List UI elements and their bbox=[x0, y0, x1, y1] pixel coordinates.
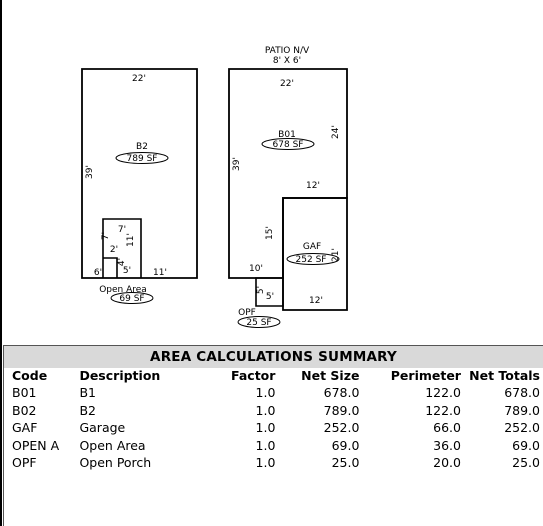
b2-dim-top: 22' bbox=[132, 74, 146, 84]
table-row bbox=[10, 419, 542, 437]
cell-code: GAF bbox=[12, 420, 38, 435]
cell-perimeter: 66.0 bbox=[433, 420, 461, 435]
open-dim-4: 4' bbox=[117, 257, 127, 267]
area-summary-table bbox=[10, 367, 542, 472]
b2-dim-left: 39' bbox=[85, 165, 95, 179]
cell-net-total: 789.0 bbox=[504, 402, 540, 418]
header-description: Description bbox=[79, 368, 161, 383]
cell-code: B01 bbox=[12, 385, 37, 400]
header-net-size: Net Size bbox=[301, 368, 360, 383]
cell-perimeter: 36.0 bbox=[433, 437, 461, 453]
cell-net-total: 252.0 bbox=[504, 420, 540, 435]
area-summary-panel bbox=[3, 345, 543, 526]
b01-dim-left: 39' bbox=[232, 157, 242, 171]
cell-code: OPF bbox=[12, 455, 37, 470]
gaf-dim-right: 21' bbox=[331, 248, 341, 262]
table-row bbox=[10, 402, 542, 420]
b01-dim-bottom: 10' bbox=[249, 264, 263, 274]
summary-title: AREA CALCULATIONS SUMMARY bbox=[4, 346, 543, 368]
b01-dim-step: 12' bbox=[306, 181, 320, 191]
table-header-row bbox=[10, 367, 542, 384]
cell-code: OPEN A bbox=[12, 437, 60, 453]
cell-perimeter: 122.0 bbox=[425, 385, 461, 400]
b01-area: 678 SF bbox=[272, 140, 304, 150]
header-code: Code bbox=[12, 368, 48, 383]
b01-dim-top: 22' bbox=[280, 79, 294, 89]
cell-net-total: 69.0 bbox=[512, 437, 540, 453]
b2-area: 789 SF bbox=[126, 154, 158, 164]
table-row bbox=[10, 384, 542, 402]
cell-net-size: 789.0 bbox=[323, 402, 360, 418]
b2-outline bbox=[82, 69, 197, 278]
opf-dim-left: 5' bbox=[256, 285, 266, 295]
cell-factor: 1.0 bbox=[255, 420, 276, 435]
b01-dim-right: 24' bbox=[331, 125, 341, 139]
header-factor: Factor bbox=[231, 368, 276, 383]
open-dim-2: 2' bbox=[109, 245, 119, 255]
open-dim-11: 11' bbox=[153, 268, 167, 278]
cell-code: B02 bbox=[12, 402, 37, 418]
b01-dim-inner: 15' bbox=[265, 226, 275, 240]
cell-factor: 1.0 bbox=[255, 385, 276, 400]
open-area-label: Open Area bbox=[99, 285, 147, 295]
cell-net-size: 69.0 bbox=[331, 437, 360, 453]
patio-label: PATIO N/V bbox=[264, 46, 310, 56]
cell-factor: 1.0 bbox=[255, 455, 276, 470]
b01-outline bbox=[229, 69, 347, 278]
cell-net-size: 252.0 bbox=[323, 420, 360, 435]
gaf-area: 252 SF bbox=[295, 255, 327, 265]
open-dim-right: 11' bbox=[126, 233, 136, 247]
cell-factor: 1.0 bbox=[255, 402, 276, 418]
open-dim-top: 7' bbox=[117, 225, 127, 235]
cell-net-size: 25.0 bbox=[331, 455, 360, 470]
open-dim-5: 5' bbox=[122, 266, 132, 276]
cell-description: Garage bbox=[79, 420, 126, 435]
cell-perimeter: 122.0 bbox=[425, 402, 461, 418]
cell-description: B1 bbox=[79, 385, 96, 400]
gaf-dim-bottom: 12' bbox=[309, 296, 323, 306]
header-net-totals: Net Totals bbox=[469, 368, 540, 383]
b01-code: B01 bbox=[278, 130, 296, 140]
cell-description: B2 bbox=[79, 402, 96, 418]
opf-area: 25 SF bbox=[246, 318, 272, 328]
table-row bbox=[10, 437, 542, 455]
opf-dim-bottom: 5' bbox=[265, 292, 275, 302]
b2-code: B2 bbox=[136, 142, 148, 152]
cell-net-total: 25.0 bbox=[512, 455, 540, 470]
gaf-code: GAF bbox=[302, 242, 322, 252]
cell-perimeter: 20.0 bbox=[433, 455, 461, 470]
open-dim-left: 7' bbox=[101, 231, 111, 241]
open-dim-6: 6' bbox=[93, 268, 103, 278]
cell-factor: 1.0 bbox=[255, 437, 276, 453]
open-area-size: 69 SF bbox=[119, 294, 145, 304]
cell-description: Open Porch bbox=[79, 455, 152, 470]
cell-net-total: 678.0 bbox=[504, 385, 540, 400]
opf-label: OPF bbox=[238, 308, 256, 318]
header-perimeter: Perimeter bbox=[390, 368, 461, 383]
cell-net-size: 678.0 bbox=[323, 385, 360, 400]
patio-size: 8' X 6' bbox=[272, 56, 302, 66]
cell-description: Open Area bbox=[79, 437, 146, 453]
table-row bbox=[10, 454, 542, 472]
